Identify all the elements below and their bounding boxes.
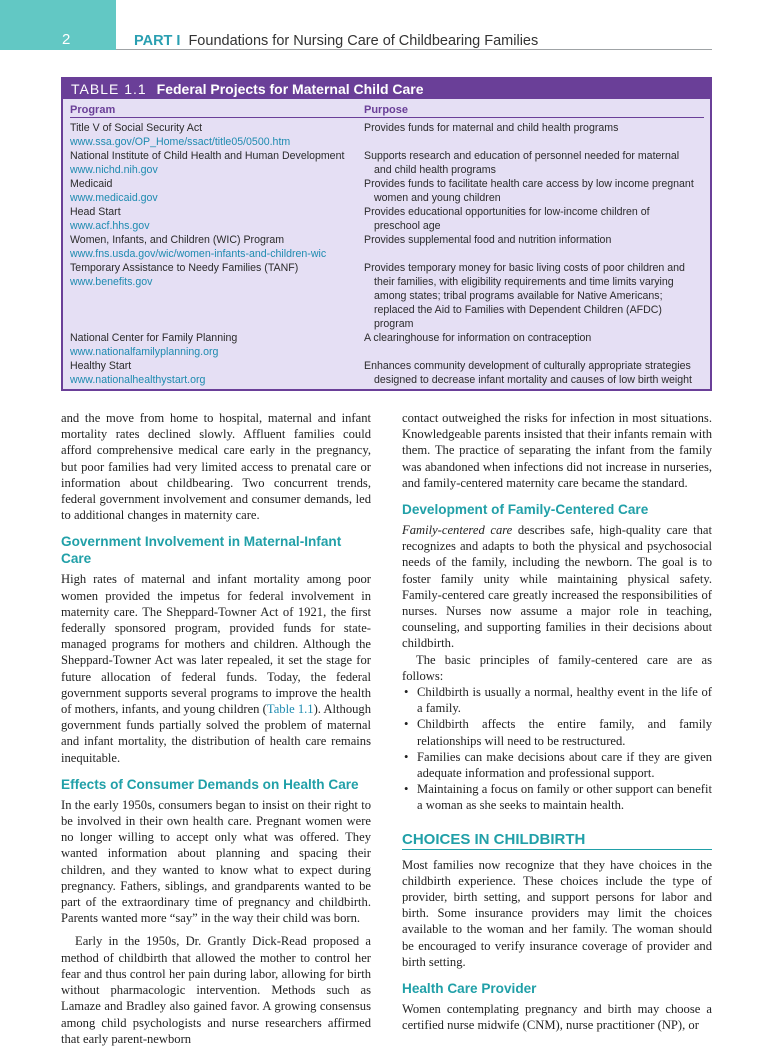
table-row-purpose — [364, 261, 685, 331]
purpose-line: Provides supplemental food and nutrition information — [364, 234, 612, 246]
table-row-program — [70, 149, 344, 177]
purpose-line: Provides funds for maternal and child health programs — [364, 122, 619, 134]
purpose-line: among states; tribal programs available for Native Americans; — [374, 290, 663, 302]
header-rule — [70, 117, 704, 118]
purpose-line: Provides educational opportunities for low-income children of — [364, 206, 650, 218]
table-row-purpose — [364, 233, 611, 247]
table-row-program — [70, 261, 298, 289]
part-label: PART I — [134, 33, 181, 49]
purpose-line: Supports research and education of personnel needed for maternal — [364, 150, 680, 162]
purpose-line: replaced the Aid to Families with Dependent Children (AFDC) — [374, 304, 662, 316]
header-rule — [116, 49, 712, 50]
table-row-program — [70, 177, 158, 205]
term-family-centered-care: Family-centered care — [402, 523, 513, 538]
purpose-line: Enhances community development of culturally appropriate strategies — [364, 360, 691, 372]
table-title: Federal Projects for Maternal Child Care — [156, 81, 424, 97]
running-header — [134, 33, 538, 49]
purpose-line: preschool age — [374, 220, 441, 232]
column-header-program: Program — [70, 104, 116, 116]
program-url[interactable]: www.fns.usda.gov/wic/women-infants-and-children-wic — [70, 248, 327, 260]
paragraph: In the early 1950s, consumers began to insist on their right to be involved in their own health care. Pregnant women were no longer willing to accept only what was offered. They wanted information about planning and spacing their children, and they wanted to know what to expect during pregnancy. Fathers, siblings, and grandparents wanted to be part of the extraordinary time of pregnancy and childbirth. Parents wanted more “say” in the way their child was born. — [61, 797, 371, 926]
paragraph: The basic principles of family-centered care are as follows: — [402, 652, 712, 683]
program-name: Head Start — [70, 206, 121, 218]
program-name: Medicaid — [70, 178, 113, 190]
list-item: • Childbirth affects the entire family, and family relationships will need to be restructured. — [402, 716, 712, 748]
program-name: National Center for Family Planning — [70, 332, 238, 344]
list-item: • Maintaining a focus on family or other support can benefit a woman as she seeks to maintain health. — [402, 781, 712, 813]
table-row-purpose — [364, 177, 694, 205]
paragraph — [402, 522, 712, 652]
purpose-line: program — [374, 318, 414, 330]
page-tab — [0, 0, 116, 50]
left-column — [61, 410, 371, 1047]
part-title: Foundations for Nursing Care of Childbearing Families — [188, 33, 539, 49]
paragraph — [61, 571, 371, 765]
program-name: Women, Infants, and Children (WIC) Program — [70, 234, 285, 246]
program-name: Temporary Assistance to Needy Families (TANF) — [70, 262, 299, 274]
table-1-1 — [61, 77, 712, 391]
paragraph: Early in the 1950s, Dr. Grantly Dick-Read proposed a method of childbirth that allowed the mother to control her fear and thus control her pain during labor, allowing for birth without pharmacologic intervention. Methods such as Lamaze and Bradley also gained favor. A growing consensus among child psychologists and nurse researchers affirmed that early parent-newborn — [61, 934, 371, 1046]
table-row-program — [70, 233, 326, 261]
column-header-purpose: Purpose — [364, 104, 409, 116]
table-row-purpose — [364, 149, 679, 177]
page-number: 2 — [62, 31, 71, 48]
program-url[interactable]: www.medicaid.gov — [70, 192, 158, 204]
purpose-line: designed to decrease infant mortality and causes of low birth weight — [374, 374, 692, 386]
right-column — [402, 410, 712, 1034]
table-label: TABLE 1.1 — [71, 81, 147, 97]
paragraph: Women contemplating pregnancy and birth may choose a certified nurse midwife (CNM), nurse practitioner (NP), or — [402, 1002, 712, 1033]
text-run: High rates of maternal and infant mortality among poor women provided the impetus for federal involvement in maternity care. The Sheppard-Towner Act of 1921, the first federally sponsored program, provided funds for state-managed programs for mothers and children. Although the Sheppard-Towner Act was later repealed, it set the stage for future allocation of federal funds. Today, the federal government supports several programs to improve the health of mothers, infants, and young children ( — [61, 572, 371, 717]
principles-list — [402, 684, 712, 814]
heading-consumer-demands: Effects of Consumer Demands on Health Care — [61, 776, 359, 792]
paragraph: Most families now recognize that they have choices in the childbirth experience. These choices include the type of provider, birth setting, and support persons for labor and birth. Some insurance providers may limit the choices available to the woman and her family. The woman should be encouraged to verify insurance coverage of provider and birth setting. — [402, 857, 712, 969]
purpose-line: Provides funds to facilitate health care access by low income pregnant — [364, 178, 694, 190]
table-row-purpose — [364, 205, 650, 233]
table-row-program — [70, 121, 290, 149]
text-run: describes safe, high-quality care that recognizes and adapts to both the physical and psychosocial needs of the family, including the newborn. The goal is to foster family unity while maintaining physical safety. Family-centered care greatly increased the responsibilities of nurses. Nurses now assume a major role in teaching, counseling, and supporting families in their decisions about childbirth. — [402, 523, 713, 651]
purpose-line: A clearinghouse for information on contraception — [364, 332, 592, 344]
purpose-line: their families, with eligibility requirements and time limits varying — [374, 276, 674, 288]
paragraph: and the move from home to hospital, maternal and infant mortality rates declined slowly. Affluent families could afford comprehensive medical care early in the pregnancy, but poor families had very limited access to prenatal care or information about childbearing. Two concurrent trends, federal government involvement and consumer demands, led to additional changes in maternity care. — [61, 411, 371, 523]
program-name: National Institute of Child Health and Human Development — [70, 150, 345, 162]
program-url[interactable]: www.ssa.gov/OP_Home/ssact/title05/0500.htm — [70, 136, 291, 148]
text-run: ). Although government funds partially solved the problem of maternal and infant mortality, the distribution of health care remains inequitable. — [61, 702, 372, 765]
program-url[interactable]: www.nationalfamilyplanning.org — [70, 346, 219, 358]
program-name: Healthy Start — [70, 360, 132, 372]
program-name: Title V of Social Security Act — [70, 122, 203, 134]
purpose-line: women and young children — [374, 192, 501, 204]
program-url[interactable]: www.nationalhealthystart.org — [70, 374, 206, 386]
table-caption — [63, 79, 710, 99]
table-row-purpose — [364, 359, 692, 387]
list-item: • Families can make decisions about care if they are given adequate information and professional support. — [402, 749, 712, 781]
heading-health-care-provider: Health Care Provider — [402, 981, 537, 997]
section-heading-choices: CHOICES IN CHILDBIRTH — [402, 831, 712, 850]
program-url[interactable]: www.nichd.nih.gov — [70, 164, 158, 176]
program-url[interactable]: www.benefits.gov — [70, 276, 153, 288]
paragraph: contact outweighed the risks for infection in most situations. Knowledgeable parents insisted that their infants remain with them. The practice of separating the infant from the family was abandoned when infections did not increase in nurseries, and family-centered maternity care became the standard. — [402, 411, 712, 490]
table-row-purpose — [364, 121, 618, 135]
heading-government-involvement: Government Involvement in Maternal-Infant Care — [61, 534, 342, 567]
purpose-line: Provides temporary money for basic living costs of poor children and — [364, 262, 685, 274]
purpose-line: and child health programs — [374, 164, 496, 176]
table-reference-link[interactable]: Table 1.1 — [266, 702, 314, 717]
table-row-purpose — [364, 331, 591, 345]
list-item: • Childbirth is usually a normal, healthy event in the life of a family. — [402, 684, 712, 716]
table-row-program — [70, 359, 205, 387]
program-url[interactable]: www.acf.hhs.gov — [70, 220, 150, 232]
table-row-program — [70, 331, 237, 359]
heading-family-centered-care: Development of Family-Centered Care — [402, 502, 649, 518]
table-row-program — [70, 205, 150, 233]
